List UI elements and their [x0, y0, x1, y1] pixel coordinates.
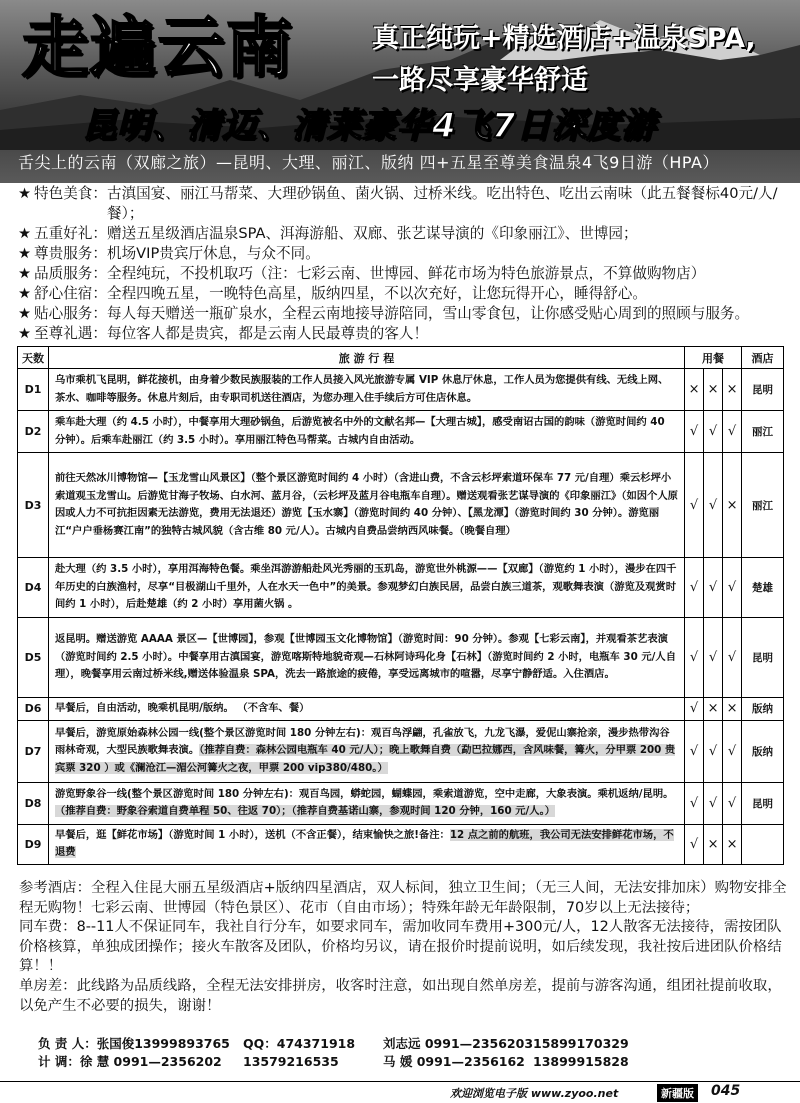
itinerary-cell	[48, 698, 684, 721]
star-icon: ★	[18, 325, 32, 342]
itinerary-table	[17, 346, 784, 865]
meal-breakfast-cell: √	[685, 618, 704, 698]
note-hotel: 参考酒店：全程入住昆大丽五星级酒店+版纳四星酒店，双人标间，独立卫生间；（无三人间，无法安排加床）购物安排全程无购物！七彩云南、世博园（特色景区）、花市（自由市场）；特殊年龄无年龄限制，70岁以上无法接待；	[19, 880, 787, 916]
star-icon: ★	[18, 265, 32, 282]
feature-item	[18, 224, 790, 244]
table-header-row	[18, 347, 784, 369]
hotel-cell: 昆明	[742, 782, 784, 824]
itinerary-text: 返昆明。赠送游览 AAAA 景区—【世博园】，参观【世博园玉文化博物馆】（游览时间：90 分钟）。参观【七彩云南】，并观看茶艺表演（游览时间约 2.5 小时）。中餐享用古滇国宴，游览喀斯特地貌奇观—石林阿诗玛化身【石林】（游览时间约 2 小时，电瓶车 30 元/人自理），晚餐享用云南过桥米线,赠送体验温泉 SPA，洗去一路旅途的疲倦，享受远离城市的喧嚣，尽享宁静舒适。入住酒店。	[54, 633, 676, 681]
meal-breakfast-cell: √	[685, 453, 704, 558]
itinerary-text: 乌市乘机飞昆明，鲜花接机，由身着少数民族服装的工作人员接入风光旅游专属 VIP 休息厅休息，工作人员为您提供有线、无线上网、茶水、咖啡等服务。休息片刻后，由专职司机送往酒店，为您办理入住手续后方可住店休息。	[54, 374, 669, 404]
table-row	[18, 824, 784, 864]
contact-qq: QQ：474371918	[243, 1036, 356, 1051]
meal-dinner-cell: ×	[723, 453, 742, 558]
feature-label: 尊贵服务：	[34, 245, 107, 262]
star-icon: ★	[18, 225, 32, 242]
slogan-line-1: 真正纯玩+精选酒店+温泉SPA,	[372, 23, 756, 54]
meal-breakfast-cell: √	[685, 824, 704, 864]
meal-dinner-cell: ×	[723, 698, 742, 721]
star-icon: ★	[18, 185, 32, 202]
feature-text: 古滇国宴、丽江马帮菜、大理砂锅鱼、菌火锅、过桥米线。吃出特色、吃出云南味（此五餐餐标40元/人/餐）；	[106, 185, 778, 222]
meal-breakfast-cell: ×	[685, 369, 704, 411]
contact-block	[38, 1035, 629, 1071]
itinerary-text: 早餐后，自由活动，晚乘机昆明/版纳。 （不含车、餐）	[54, 702, 310, 714]
itinerary-cell	[48, 558, 684, 618]
feature-item	[18, 264, 790, 284]
feature-text: 全程四晚五星，一晚特色高星，版纳四星，不以次充好，让您玩得开心，睡得舒心。	[106, 285, 647, 302]
contact-mobile: 13899915828	[533, 1054, 629, 1069]
meal-breakfast-cell: √	[685, 720, 704, 782]
hotel-cell: 丽江	[742, 411, 784, 453]
itinerary-cell	[48, 618, 684, 698]
feature-label: 舒心住宿：	[34, 285, 107, 302]
feature-item	[18, 184, 790, 224]
header-itinerary: 旅 游 行 程	[48, 347, 684, 369]
itinerary-body	[18, 369, 784, 865]
feature-text: 机场VIP贵宾厅休息，与众不同。	[106, 245, 320, 262]
table-row	[18, 618, 784, 698]
itinerary-cell	[48, 824, 684, 864]
contact-mobile: 15899170329	[533, 1036, 629, 1051]
feature-item	[18, 304, 790, 324]
feature-text: 每位客人都是贵宾，都是云南人民最尊贵的客人！	[106, 325, 429, 342]
feature-item	[18, 284, 790, 304]
contact-phone: 刘志远 0991—2356203	[383, 1036, 534, 1051]
meal-lunch-cell: √	[704, 782, 723, 824]
hotel-cell: 丽江	[742, 453, 784, 558]
feature-label: 贴心服务：	[34, 305, 107, 322]
table-row	[18, 558, 784, 618]
day-cell: D5	[18, 618, 49, 698]
itinerary-optional-note: 12 点之前的航班，我公司无法安排鲜花市场，不退费	[54, 828, 674, 858]
meal-dinner-cell: √	[723, 720, 742, 782]
day-cell: D8	[18, 782, 49, 824]
table-row	[18, 782, 784, 824]
feature-label: 五重好礼：	[34, 225, 107, 242]
itinerary-text: 乘车赴大理（约 4.5 小时），中餐享用大理砂锅鱼，后游览被名中外的文献名邦—【大理古城】，感受南诏古国的韵味（游览时间约 40 分钟）。后乘车赴丽江（约 3.5 小时）。享用丽江特色马帮菜。古城内自由活动。	[54, 416, 665, 446]
itinerary-cell	[48, 782, 684, 824]
table-row	[18, 698, 784, 721]
day-cell: D7	[18, 720, 49, 782]
itinerary-cell	[48, 720, 684, 782]
table-row	[18, 411, 784, 453]
day-cell: D3	[18, 453, 49, 558]
feature-label: 品质服务：	[34, 265, 107, 282]
feature-item	[18, 244, 790, 264]
meal-breakfast-cell: √	[685, 698, 704, 721]
meal-lunch-cell: √	[704, 453, 723, 558]
note-single-room: 单房差：此线路为品质线路，全程无法安排拼房，收客时注意，如出现自然单房差，提前与游客沟通，组团社提前收取，以免产生不必要的损失，谢谢！	[19, 977, 782, 1014]
meal-lunch-cell: √	[704, 720, 723, 782]
header-meals: 用餐	[685, 347, 742, 369]
star-icon: ★	[18, 305, 32, 322]
page-number: 045	[711, 1083, 741, 1099]
feature-text: 全程纯玩，不投机取巧（注：七彩云南、世博园、鲜花市场为特色旅游景点，不算做购物店）	[106, 265, 706, 282]
feature-label: 至尊礼遇：	[34, 325, 107, 342]
meal-breakfast-cell: √	[685, 558, 704, 618]
feature-item	[18, 324, 790, 344]
meal-dinner-cell: ×	[723, 369, 742, 411]
route-title: 昆明、清迈、清莱豪华4飞7日深度游	[82, 106, 657, 146]
day-cell: D9	[18, 824, 49, 864]
hotel-cell: 昆明	[742, 369, 784, 411]
hotel-cell: 版纳	[742, 720, 784, 782]
meal-dinner-cell: √	[723, 558, 742, 618]
note-shared-vehicle: 同车费：8--11人不保证同车，我社自行分车，如要求同车，需加收同车费用+300元/人，12人散客无法接待，需按团队价格核算，单独成团操作；接火车散客及团队，价格均另议，请在报价时提前说明，如后续发现，我社按后进团队价格结算！！	[19, 919, 782, 975]
meal-breakfast-cell: √	[685, 782, 704, 824]
meal-breakfast-cell: √	[685, 411, 704, 453]
table-row	[18, 453, 784, 558]
hotel-cell	[742, 824, 784, 864]
meal-lunch-cell: ×	[704, 698, 723, 721]
header-banner	[0, 0, 800, 183]
star-icon: ★	[18, 245, 32, 262]
meal-lunch-cell: √	[704, 558, 723, 618]
edition-badge: 新疆版	[657, 1084, 698, 1102]
star-icon: ★	[18, 285, 32, 302]
meal-dinner-cell: √	[723, 618, 742, 698]
day-cell: D6	[18, 698, 49, 721]
contact-phone: 马 媛 0991—2356162	[383, 1054, 525, 1069]
meal-lunch-cell: ×	[704, 824, 723, 864]
contact-planner: 计 调：徐 慧 0991—2356202	[38, 1054, 222, 1069]
itinerary-text: 前往天然冰川博物馆—【玉龙雪山风景区】（整个景区游览时间约 4 小时）（含进山费，不含云杉坪索道环保车 77 元/自理）乘云杉坪小索道观玉龙雪山。后游览甘海子牧场、白水河、蓝月谷，（云杉坪及蓝月谷电瓶车自理）。赠送观看张艺谋导演的《印象丽江》（如因个人原因或人力不可抗拒因素无法游览，费用无法退还）游览【玉水寨】（游览时间约 40 分钟）、【黑龙潭】（游览时间约 30 分钟）。游览丽江“户户垂杨赛江南”的独特古城风貌（含古维 80 元/人）。古城内自费品尝纳西风味餐。（晚餐自理）	[54, 472, 678, 537]
day-cell: D4	[18, 558, 49, 618]
slogan-line-2: 一路尽享豪华舒适	[372, 65, 588, 96]
feature-text: 每人每天赠送一瓶矿泉水，全程云南地接导游陪同，雪山零食包，让你感受贴心周到的照顾与服务。	[106, 305, 750, 322]
hotel-cell: 版纳	[742, 698, 784, 721]
feature-list	[18, 184, 790, 344]
table-row	[18, 369, 784, 411]
contact-mobile: 13579216535	[243, 1054, 339, 1069]
meal-dinner-cell: √	[723, 411, 742, 453]
itinerary-cell	[48, 411, 684, 453]
route-subtitle: 舌尖上的云南（双廊之旅）—昆明、大理、丽江、版纳 四+五星至尊美食温泉4飞9日游（HPA）	[18, 153, 719, 172]
hotel-cell: 昆明	[742, 618, 784, 698]
itinerary-text: 游览野象谷一线(整个景区游览时间 180 分钟左右)：观百鸟园，蟒蛇园，蝴蝶园，乘索道游览，空中走廊，大象表演。乘机返纳/昆明。	[54, 787, 674, 800]
header-hotel: 酒店	[742, 347, 784, 369]
header-day: 天数	[18, 347, 49, 369]
day-cell: D1	[18, 369, 49, 411]
brand-title: 走遍云南	[22, 9, 294, 86]
meal-dinner-cell: ×	[723, 824, 742, 864]
itinerary-cell	[48, 453, 684, 558]
contact-row	[38, 1035, 629, 1053]
footer-notes	[19, 879, 789, 1016]
page-footer-bar	[0, 1081, 800, 1103]
contact-row	[38, 1053, 629, 1071]
hotel-cell: 楚雄	[742, 558, 784, 618]
meal-lunch-cell: ×	[704, 369, 723, 411]
itinerary-text: 赴大理（约 3.5 小时），享用洱海特色餐。乘坐洱游游船赴风光秀丽的玉玑岛，游览世外桃源——【双廊】（游览约 1 小时），漫步在四千年历史的白族渔村，尽享“目极湖山千里外，人在水天一色中”的美景。参观梦幻白族民居，品尝白族三道茶，观歌舞表演（游览及观赏时间约 1 小时），后赴楚雄（约 2 小时）享用菌火锅 。	[54, 563, 677, 611]
meal-lunch-cell: √	[704, 411, 723, 453]
itinerary-cell	[48, 369, 684, 411]
meal-dinner-cell: √	[723, 782, 742, 824]
contact-manager: 负 责 人：张国俊13999893765	[38, 1036, 230, 1051]
itinerary-text: 早餐后，逛【鲜花市场】（游览时间 1 小时），送机（不含正餐），结束愉快之旅!备注：	[54, 828, 450, 841]
feature-text: 赠送五星级酒店温泉SPA、洱海游船、双廊、张艺谋导演的《印象丽江》、世博园；	[106, 225, 638, 242]
feature-label: 特色美食：	[34, 185, 107, 202]
meal-lunch-cell: √	[704, 618, 723, 698]
day-cell: D2	[18, 411, 49, 453]
itinerary-optional-note: （推荐自费：野象谷索道自费单程 50、往返 70）；（推荐自费基诺山寨，参观时间 120 分钟，160 元/人。）	[54, 805, 556, 817]
table-row	[18, 720, 784, 782]
itinerary-optional-note: （推荐自费：森林公园电瓶车 40 元/人）；晚上歌舞自费（勐巴拉娜西，含风味餐，篝火，分甲票 200 贵宾票 320 ）或《澜沧江—湄公河篝火之夜，甲票 200 vip380/480。）	[54, 744, 676, 774]
website-promo: 欢迎浏览电子版 www.zyoo.net	[450, 1087, 619, 1100]
itinerary-text: 早餐后，游览原始森林公园一线(整个景区游览时间 180 分钟左右)：观百鸟浮翩，孔雀放飞，九龙飞瀑，爱伲山寨抢亲，漫步热带沟谷雨林奇观，大型民族歌舞表演。	[54, 726, 670, 757]
